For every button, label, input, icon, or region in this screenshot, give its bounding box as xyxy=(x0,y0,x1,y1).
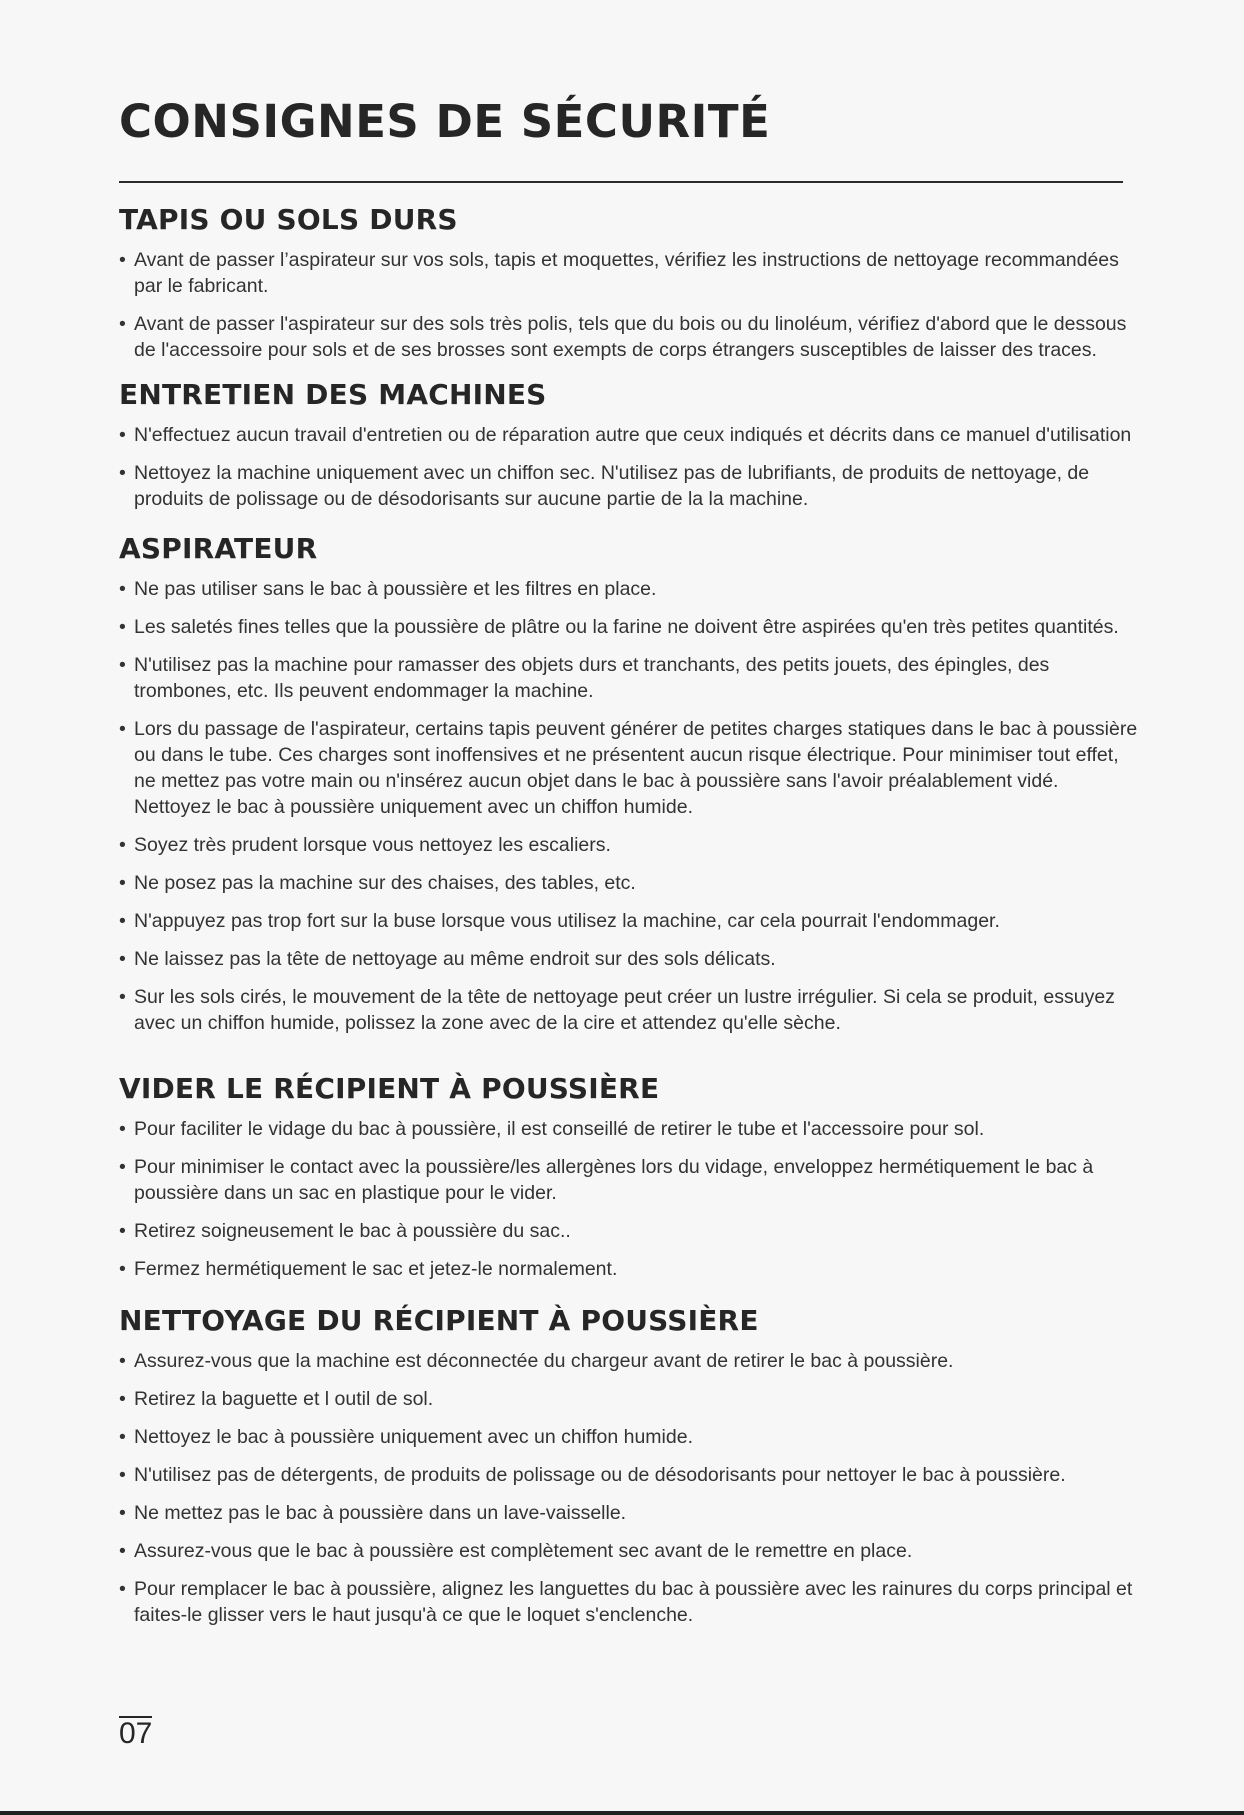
bullet-list xyxy=(119,422,1139,512)
list-item: • Nettoyez le bac à poussière uniquement avec un chiffon humide. xyxy=(119,1424,1139,1450)
bullet-list xyxy=(119,576,1139,1036)
list-item: • Retirez la baguette et l outil de sol. xyxy=(119,1386,1139,1412)
list-item: • N'effectuez aucun travail d'entretien ou de réparation autre que ceux indiqués et décrits dans ce manuel d'utilisation xyxy=(119,422,1139,448)
section-vider xyxy=(119,1072,1139,1294)
list-item: • Avant de passer l’aspirateur sur vos sols, tapis et moquettes, vérifiez les instructions de nettoyage recommandées par le fabricant. xyxy=(119,247,1139,299)
list-item: • N'utilisez pas la machine pour ramasser des objets durs et tranchants, des petits jouets, des épingles, des trombones, etc. Ils peuvent endommager la machine. xyxy=(119,652,1139,704)
list-item: • Pour faciliter le vidage du bac à poussière, il est conseillé de retirer le tube et l'accessoire pour sol. xyxy=(119,1116,1139,1142)
list-item: • Retirez soigneusement le bac à poussière du sac.. xyxy=(119,1218,1139,1244)
list-item: • Ne mettez pas le bac à poussière dans un lave-vaisselle. xyxy=(119,1500,1139,1526)
list-item: • Pour minimiser le contact avec la poussière/les allergènes lors du vidage, enveloppez hermétiquement le bac à poussière dans un sac en plastique pour le vider. xyxy=(119,1154,1139,1206)
section-heading: TAPIS OU SOLS DURS xyxy=(119,203,458,236)
list-item: • N'appuyez pas trop fort sur la buse lorsque vous utilisez la machine, car cela pourrait l'endommager. xyxy=(119,908,1139,934)
list-item: • Pour remplacer le bac à poussière, alignez les languettes du bac à poussière avec les rainures du corps principal et faites-le glisser vers le haut jusqu'à ce que le loquet s'enclenche. xyxy=(119,1576,1139,1628)
page-number: 07 xyxy=(119,1717,153,1750)
list-item: • Ne laissez pas la tête de nettoyage au même endroit sur des sols délicats. xyxy=(119,946,1139,972)
list-item: • Soyez très prudent lorsque vous nettoyez les escaliers. xyxy=(119,832,1139,858)
list-item: • Lors du passage de l'aspirateur, certains tapis peuvent générer de petites charges statiques dans le bac à poussière ou dans le tube. Ces charges sont inoffensives et ne présentent aucun risque électrique. Pour minimiser tout effet, ne mettez pas votre main ou n'insérez aucun objet dans le bac à poussière sans l'avoir préalablement vidé. Nettoyez le bac à poussière uniquement avec un chiffon humide. xyxy=(119,716,1139,820)
section-heading: VIDER LE RÉCIPIENT À POUSSIÈRE xyxy=(119,1072,660,1105)
section-aspirateur xyxy=(119,532,1139,1048)
bullet-list xyxy=(119,247,1139,363)
list-item: • Nettoyez la machine uniquement avec un chiffon sec. N'utilisez pas de lubrifiants, de produits de nettoyage, de produits de polissage ou de désodorisants sur aucune partie de la la machine. xyxy=(119,460,1139,512)
page-title: CONSIGNES DE SÉCURITÉ xyxy=(119,95,771,148)
list-item: • Ne pas utiliser sans le bac à poussière et les filtres en place. xyxy=(119,576,1139,602)
section-heading: ASPIRATEUR xyxy=(119,532,318,565)
list-item: • Avant de passer l'aspirateur sur des sols très polis, tels que du bois ou du linoléum, vérifiez d'abord que le dessous de l'accessoire pour sols et de ses brosses sont exempts de corps étrangers susceptibles de laisser des traces. xyxy=(119,311,1139,363)
section-heading: NETTOYAGE DU RÉCIPIENT À POUSSIÈRE xyxy=(119,1304,759,1337)
list-item: • Assurez-vous que la machine est déconnectée du chargeur avant de retirer le bac à poussière. xyxy=(119,1348,1139,1374)
section-nettoyage xyxy=(119,1304,1139,1640)
list-item: • Assurez-vous que le bac à poussière est complètement sec avant de le remettre en place. xyxy=(119,1538,1139,1564)
list-item: • Sur les sols cirés, le mouvement de la tête de nettoyage peut créer un lustre irrégulier. Si cela se produit, essuyez avec un chiffon humide, polissez la zone avec de la cire et attendez qu'elle sèche. xyxy=(119,984,1139,1036)
bullet-list xyxy=(119,1116,1139,1282)
section-entretien xyxy=(119,378,1139,524)
list-item: • Fermez hermétiquement le sac et jetez-le normalement. xyxy=(119,1256,1139,1282)
list-item: • Les saletés fines telles que la poussière de plâtre ou la farine ne doivent être aspirées qu'en très petites quantités. xyxy=(119,614,1139,640)
section-heading: ENTRETIEN DES MACHINES xyxy=(119,378,547,411)
list-item: • Ne posez pas la machine sur des chaises, des tables, etc. xyxy=(119,870,1139,896)
section-tapis xyxy=(119,203,1139,375)
title-divider xyxy=(119,181,1123,183)
bottom-border xyxy=(0,1811,1244,1815)
list-item: • N'utilisez pas de détergents, de produits de polissage ou de désodorisants pour nettoyer le bac à poussière. xyxy=(119,1462,1139,1488)
bullet-list xyxy=(119,1348,1139,1628)
